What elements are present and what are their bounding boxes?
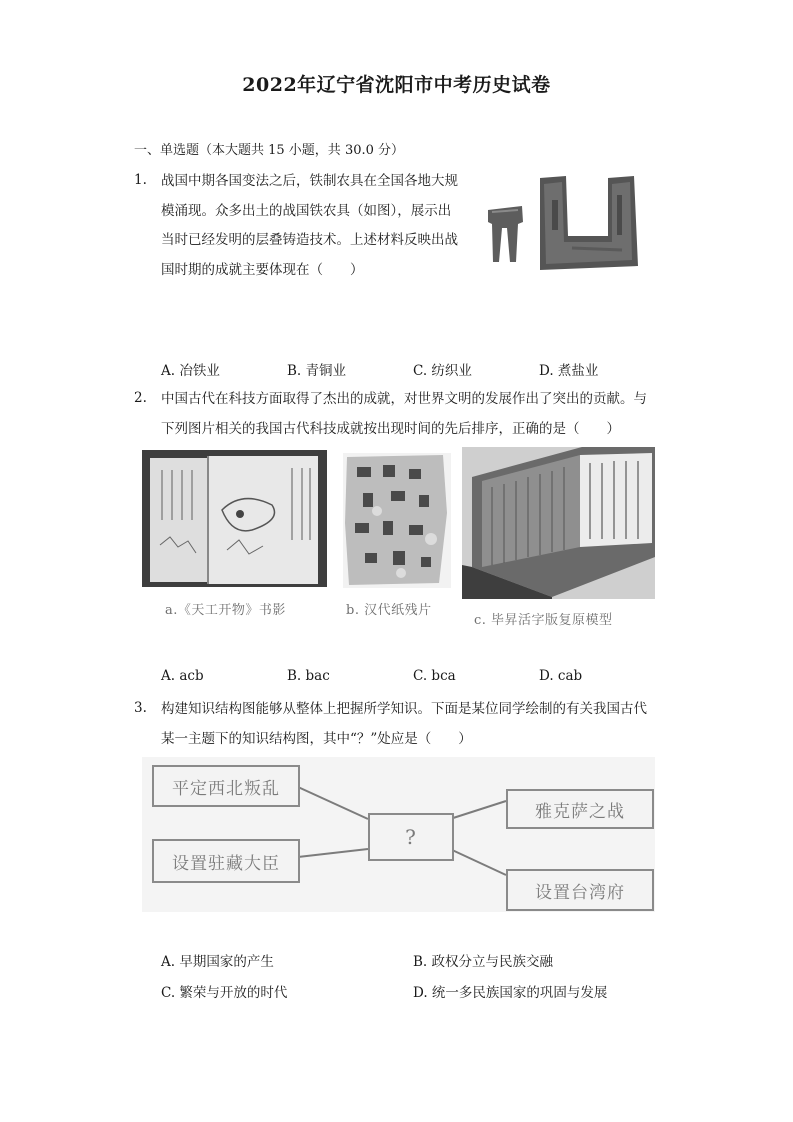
question-1-line: 模涌现。众多出土的战国铁农具（如图），展示出 (161, 202, 452, 219)
question-2-option-c[interactable]: C. bca (413, 668, 456, 684)
question-1-line: 当时已经发明的层叠铸造技术。上述材料反映出战 (161, 232, 458, 248)
iron-tools-image (482, 170, 652, 275)
page-title: 2022年辽宁省沈阳市中考历史试卷 (242, 74, 551, 96)
question-3-option-c[interactable]: C. 繁荣与开放的时代 (161, 985, 288, 1001)
question-1-option-a[interactable]: A. 冶铁业 (161, 363, 220, 379)
question-3-option-b[interactable]: B. 政权分立与民族交融 (413, 954, 554, 970)
image-caption-b: b. 汉代纸残片 (346, 603, 432, 618)
question-3-line: 构建知识结构图能够从整体上把握所学知识。下面是某位同学绘制的有关我国古代 (161, 701, 647, 717)
question-2-option-b[interactable]: B. bac (287, 668, 330, 684)
diagram-node-right-bottom: 设置台湾府 (506, 869, 654, 911)
question-1-line: 国时期的成就主要体现在（ ） (161, 261, 364, 278)
question-1-option-b[interactable]: B. 青铜业 (287, 363, 347, 379)
diagram-node-center: ? (368, 813, 454, 861)
movable-type-image (462, 447, 655, 599)
question-3-number: 3. (134, 700, 147, 716)
question-2-option-a[interactable]: A. acb (161, 668, 204, 684)
question-1-option-d[interactable]: D. 煮盐业 (539, 363, 599, 379)
question-1-text (161, 167, 481, 285)
diagram-node-left-bottom: 设置驻藏大臣 (152, 839, 300, 883)
diagram-node-right-top: 雅克萨之战 (506, 789, 654, 829)
question-2-option-d[interactable]: D. cab (539, 668, 583, 684)
question-1-line: 战国中期各国变法之后，铁制农具在全国各地大规 (161, 173, 458, 189)
question-1-option-c[interactable]: C. 纺织业 (413, 363, 472, 379)
knowledge-diagram (142, 757, 655, 912)
question-3-line: 某一主题下的知识结构图，其中“？”处应是（ ） (161, 730, 472, 747)
question-3-option-d[interactable]: D. 统一多民族国家的巩固与发展 (413, 985, 608, 1001)
question-2-line: 下列图片相关的我国古代科技成就按出现时间的先后排序，正确的是（ ） (161, 420, 620, 437)
question-2-line: 中国古代在科技方面取得了杰出的成就，对世界文明的发展作出了突出的贡献。与 (161, 391, 647, 407)
tiangong-kaiwu-image (142, 450, 327, 587)
question-2-number: 2. (134, 390, 147, 406)
question-3-option-a[interactable]: A. 早期国家的产生 (161, 954, 274, 970)
diagram-node-left-top: 平定西北叛乱 (152, 765, 300, 807)
question-1-number: 1. (134, 172, 147, 188)
image-caption-c: c. 毕昇活字版复原模型 (474, 613, 613, 628)
question-3-text (161, 695, 661, 754)
han-paper-image (343, 453, 451, 588)
section-heading: 一、单选题（本大题共 15 小题，共 30.0 分） (134, 143, 405, 158)
question-2-text (161, 385, 661, 444)
image-caption-a: a.《天工开物》书影 (165, 603, 286, 618)
